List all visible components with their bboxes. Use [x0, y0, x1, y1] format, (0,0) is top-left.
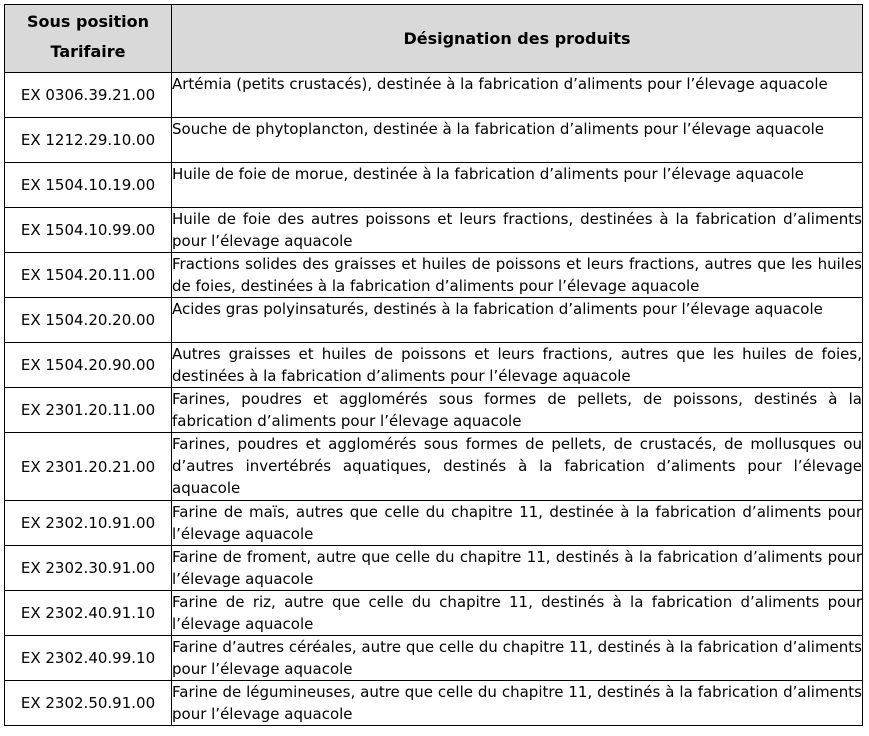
tariff-code-cell: EX 2302.40.99.10 — [5, 636, 172, 681]
tariff-code-cell: EX 2302.50.91.00 — [5, 681, 172, 726]
table-row — [5, 388, 863, 433]
header-tariff-line2: Tarifaire — [50, 41, 126, 61]
table-row — [5, 163, 863, 208]
tariff-code-cell: EX 2302.10.91.00 — [5, 501, 172, 546]
table-row — [5, 546, 863, 591]
product-description-cell: Farines, poudres et agglomérés sous formes de pellets, de crustacés, de mollusques ou d’autres invertébrés aquatiques, destinés à la fabrication d’aliments pour l’élevage aquacole — [172, 433, 863, 501]
product-description-cell: Fractions solides des graisses et huiles de poissons et leurs fractions, autres que les huiles de foies, destinées à la fabrication d’aliments pour l’élevage aquacole — [172, 253, 863, 298]
header-product-designation: Désignation des produits — [172, 5, 863, 73]
table-body — [5, 73, 863, 726]
table-row — [5, 681, 863, 726]
tariff-code-cell: EX 0306.39.21.00 — [5, 73, 172, 118]
header-tariff-subheading — [5, 5, 172, 73]
product-description-cell: Farine de légumineuses, autre que celle du chapitre 11, destinés à la fabrication d’aliments pour l’élevage aquacole — [172, 681, 863, 726]
table-row — [5, 208, 863, 253]
table-row — [5, 636, 863, 681]
product-description-cell: Acides gras polyinsaturés, destinés à la fabrication d’aliments pour l’élevage aquacole — [172, 298, 863, 343]
tariff-code-cell: EX 2302.30.91.00 — [5, 546, 172, 591]
tariff-code-cell: EX 1504.20.20.00 — [5, 298, 172, 343]
tariff-code-cell: EX 2301.20.21.00 — [5, 433, 172, 501]
table-row — [5, 118, 863, 163]
product-description-cell: Farine de maïs, autres que celle du chapitre 11, destinée à la fabrication d’aliments pour l’élevage aquacole — [172, 501, 863, 546]
table-header — [5, 5, 863, 73]
table-row — [5, 298, 863, 343]
tariff-code-cell: EX 1504.10.99.00 — [5, 208, 172, 253]
tariff-code-cell: EX 2301.20.11.00 — [5, 388, 172, 433]
product-description-cell: Farine de froment, autre que celle du chapitre 11, destinés à la fabrication d’aliments pour l’élevage aquacole — [172, 546, 863, 591]
tariff-table — [4, 4, 863, 726]
table-row — [5, 433, 863, 501]
product-description-cell: Farines, poudres et agglomérés sous formes de pellets, de poissons, destinés à la fabrication d’aliments pour l’élevage aquacole — [172, 388, 863, 433]
product-description-cell: Souche de phytoplancton, destinée à la fabrication d’aliments pour l’élevage aquacole — [172, 118, 863, 163]
table-row — [5, 343, 863, 388]
product-description-cell: Autres graisses et huiles de poissons et leurs fractions, autres que les huiles de foies, destinées à la fabrication d’aliments pour l’élevage aquacole — [172, 343, 863, 388]
product-description-cell: Farine de riz, autre que celle du chapitre 11, destinés à la fabrication d’aliments pour l’élevage aquacole — [172, 591, 863, 636]
table-row — [5, 501, 863, 546]
product-description-cell: Huile de foie des autres poissons et leurs fractions, destinées à la fabrication d’aliments pour l’élevage aquacole — [172, 208, 863, 253]
tariff-code-cell: EX 1504.20.90.00 — [5, 343, 172, 388]
tariff-code-cell: EX 1504.20.11.00 — [5, 253, 172, 298]
product-description-cell: Huile de foie de morue, destinée à la fabrication d’aliments pour l’élevage aquacole — [172, 163, 863, 208]
tariff-code-cell: EX 1504.10.19.00 — [5, 163, 172, 208]
tariff-code-cell: EX 1212.29.10.00 — [5, 118, 172, 163]
table-row — [5, 591, 863, 636]
header-tariff-line1: Sous position — [27, 11, 149, 31]
product-description-cell: Artémia (petits crustacés), destinée à la fabrication d’aliments pour l’élevage aquacole — [172, 73, 863, 118]
header-row — [5, 5, 863, 73]
table-row — [5, 253, 863, 298]
tariff-code-cell: EX 2302.40.91.10 — [5, 591, 172, 636]
table-row — [5, 73, 863, 118]
product-description-cell: Farine d’autres céréales, autre que celle du chapitre 11, destinés à la fabrication d’aliments pour l’élevage aquacole — [172, 636, 863, 681]
